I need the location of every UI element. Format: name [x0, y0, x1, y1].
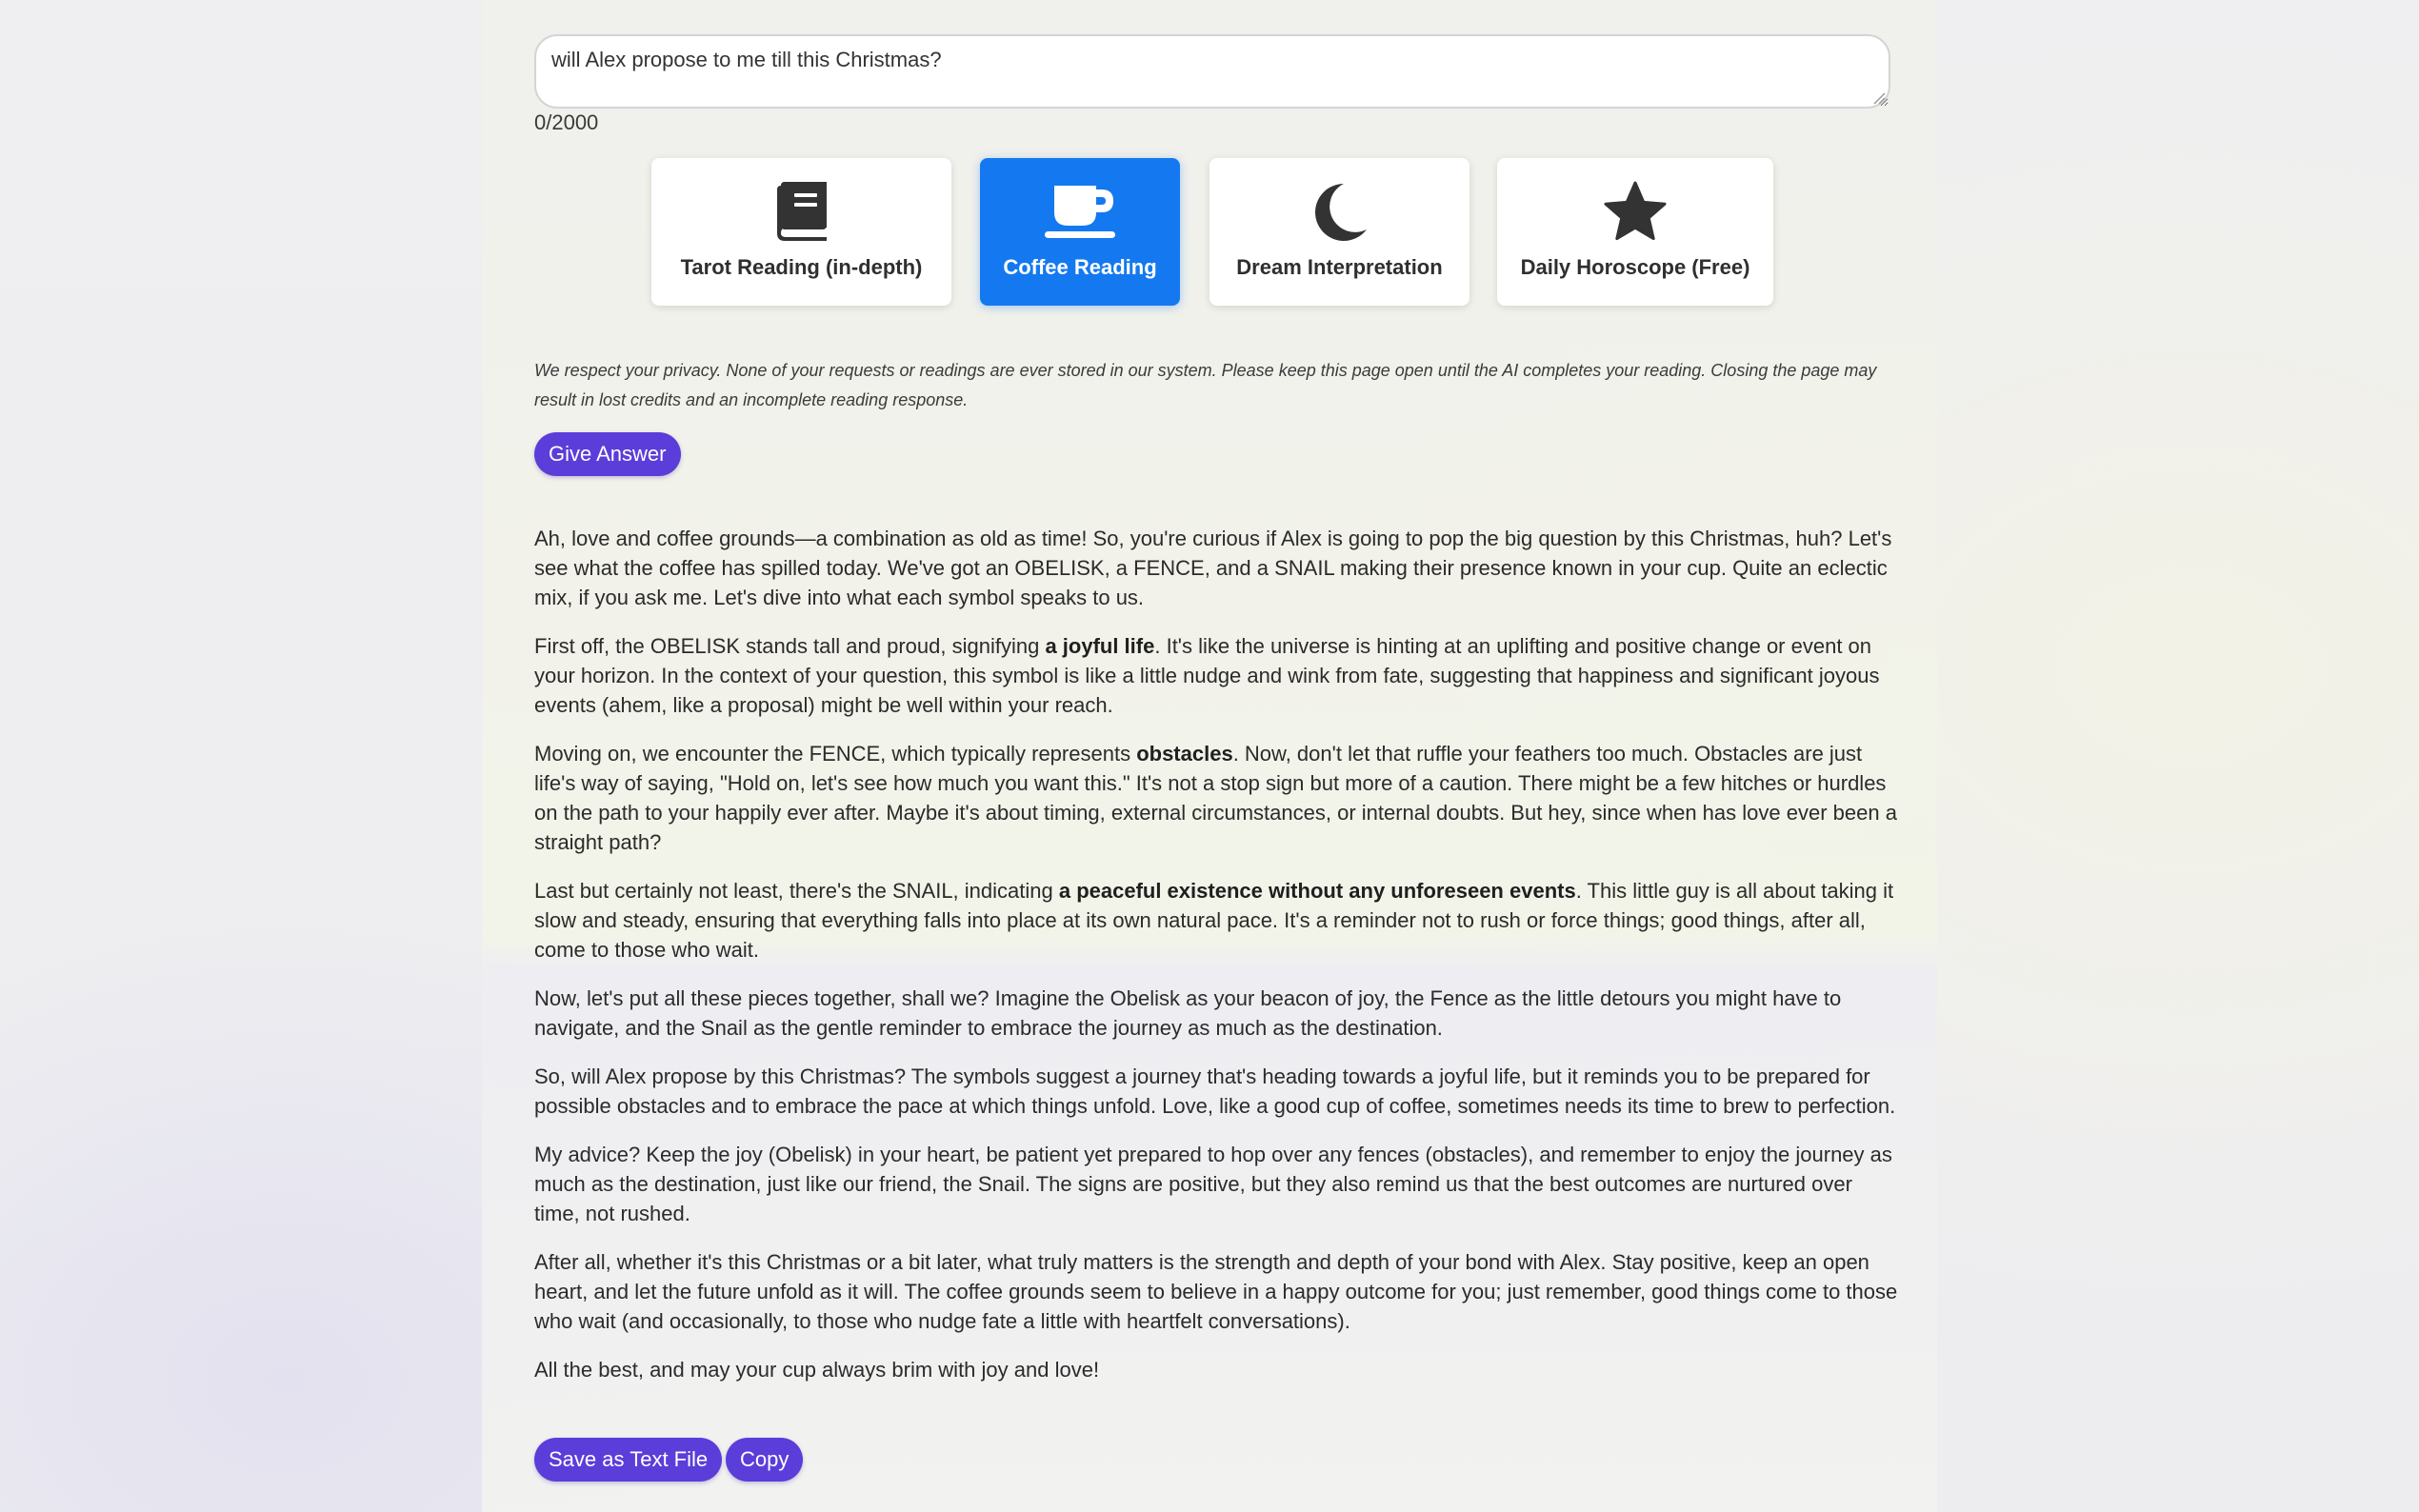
question-input[interactable] [534, 34, 1890, 109]
reading-paragraph: Moving on, we encounter the FENCE, which typically represents obstacles. Now, don't let that ruffle your feathers too much. Obstacles are just life's way of saying, "Hold on, let's see how much you want this." It's not a stop sign but more of a caution. There might be a few hitches or hurdles on the path to your happily ever after. Maybe it's about timing, external circumstances, or internal doubts. But hey, since when has love ever been a straight path? [534, 742, 1897, 854]
copy-button[interactable]: Copy [726, 1438, 803, 1482]
tab-coffee-label: Coffee Reading [1003, 255, 1157, 279]
tab-coffee-reading[interactable] [980, 158, 1180, 306]
reading-response [534, 524, 1898, 1403]
tab-daily-horoscope[interactable] [1497, 158, 1773, 306]
highlight-peaceful-existence: a peaceful existence without any unforeseen events [1058, 879, 1576, 903]
tab-horoscope-label: Daily Horoscope (Free) [1520, 255, 1750, 279]
reading-paragraph: After all, whether it's this Christmas or a bit later, what truly matters is the strength and depth of your bond with Alex. Stay positive, keep an open heart, and let the future unfold as it will. The coffee grounds seem to believe in a happy outcome for you; just remember, good things come to those who wait (and occasionally, to those who nudge fate a little with heartfelt conversations). [534, 1250, 1898, 1333]
privacy-notice: We respect your privacy. None of your requests or readings are ever stored in our system. Please keep this page open until the AI completes your reading. Closing the page may result in lost credits and an incomplete reading response. [534, 361, 1877, 409]
character-counter: 0/2000 [534, 110, 599, 134]
reading-paragraph: My advice? Keep the joy (Obelisk) in your heart, be patient yet prepared to hop over any fences (obstacles), and remember to enjoy the journey as much as the destination, just like our friend, the Snail. The signs are positive, but they also remind us that the best outcomes are nurtured over time, not rushed. [534, 1143, 1892, 1225]
save-text-file-button[interactable]: Save as Text File [534, 1438, 722, 1482]
reading-paragraph: Now, let's put all these pieces together, shall we? Imagine the Obelisk as your beacon of joy, the Fence as the little detours you might have to navigate, and the Snail as the gentle reminder to embrace the journey as much as the destination. [534, 986, 1842, 1040]
moon-icon [1311, 181, 1369, 242]
reading-paragraph: All the best, and may your cup always brim with joy and love! [534, 1358, 1100, 1382]
reading-paragraph: First off, the OBELISK stands tall and proud, signifying a joyful life. It's like the universe is hinting at an uplifting and positive change or event on your horizon. In the context of your question, this symbol is like a little nudge and wink from fate, suggesting that happiness and significant joyous events (ahem, like a proposal) might be well within your reach. [534, 634, 1880, 717]
tab-tarot-reading[interactable] [651, 158, 951, 306]
resize-handle-icon[interactable] [1872, 91, 1886, 105]
highlight-obstacles: obstacles [1136, 742, 1233, 766]
reading-paragraph: So, will Alex propose by this Christmas? The symbols suggest a journey that's heading towards a joyful life, but it reminds you to be prepared for possible obstacles and to embrace the pace at which things unfold. Love, like a good cup of coffee, sometimes needs its time to brew to perfection. [534, 1064, 1896, 1118]
give-answer-button[interactable]: Give Answer [534, 432, 681, 476]
tab-dream-interpretation[interactable] [1210, 158, 1469, 306]
tab-tarot-label: Tarot Reading (in-depth) [680, 255, 923, 279]
tab-dream-label: Dream Interpretation [1236, 255, 1443, 279]
book-icon [775, 181, 829, 242]
reading-paragraph: Last but certainly not least, there's the SNAIL, indicating a peaceful existence without any unforeseen events. This little guy is all about taking it slow and steady, ensuring that everything falls into place at its own natural pace. It's a reminder not to rush or force things; good things, after all, come to those who wait. [534, 879, 1894, 962]
star-icon [1603, 181, 1668, 242]
coffee-cup-icon [1043, 181, 1117, 242]
reading-paragraph: Ah, love and coffee grounds—a combination as old as time! So, you're curious if Alex is going to pop the big question by this Christmas, huh? Let's see what the coffee has spilled today. We've got an OBELISK, a FENCE, and a SNAIL making their presence known in your cup. Quite an eclectic mix, if you ask me. Let's dive into what each symbol speaks to us. [534, 527, 1892, 609]
highlight-joyful-life: a joyful life [1045, 634, 1155, 658]
